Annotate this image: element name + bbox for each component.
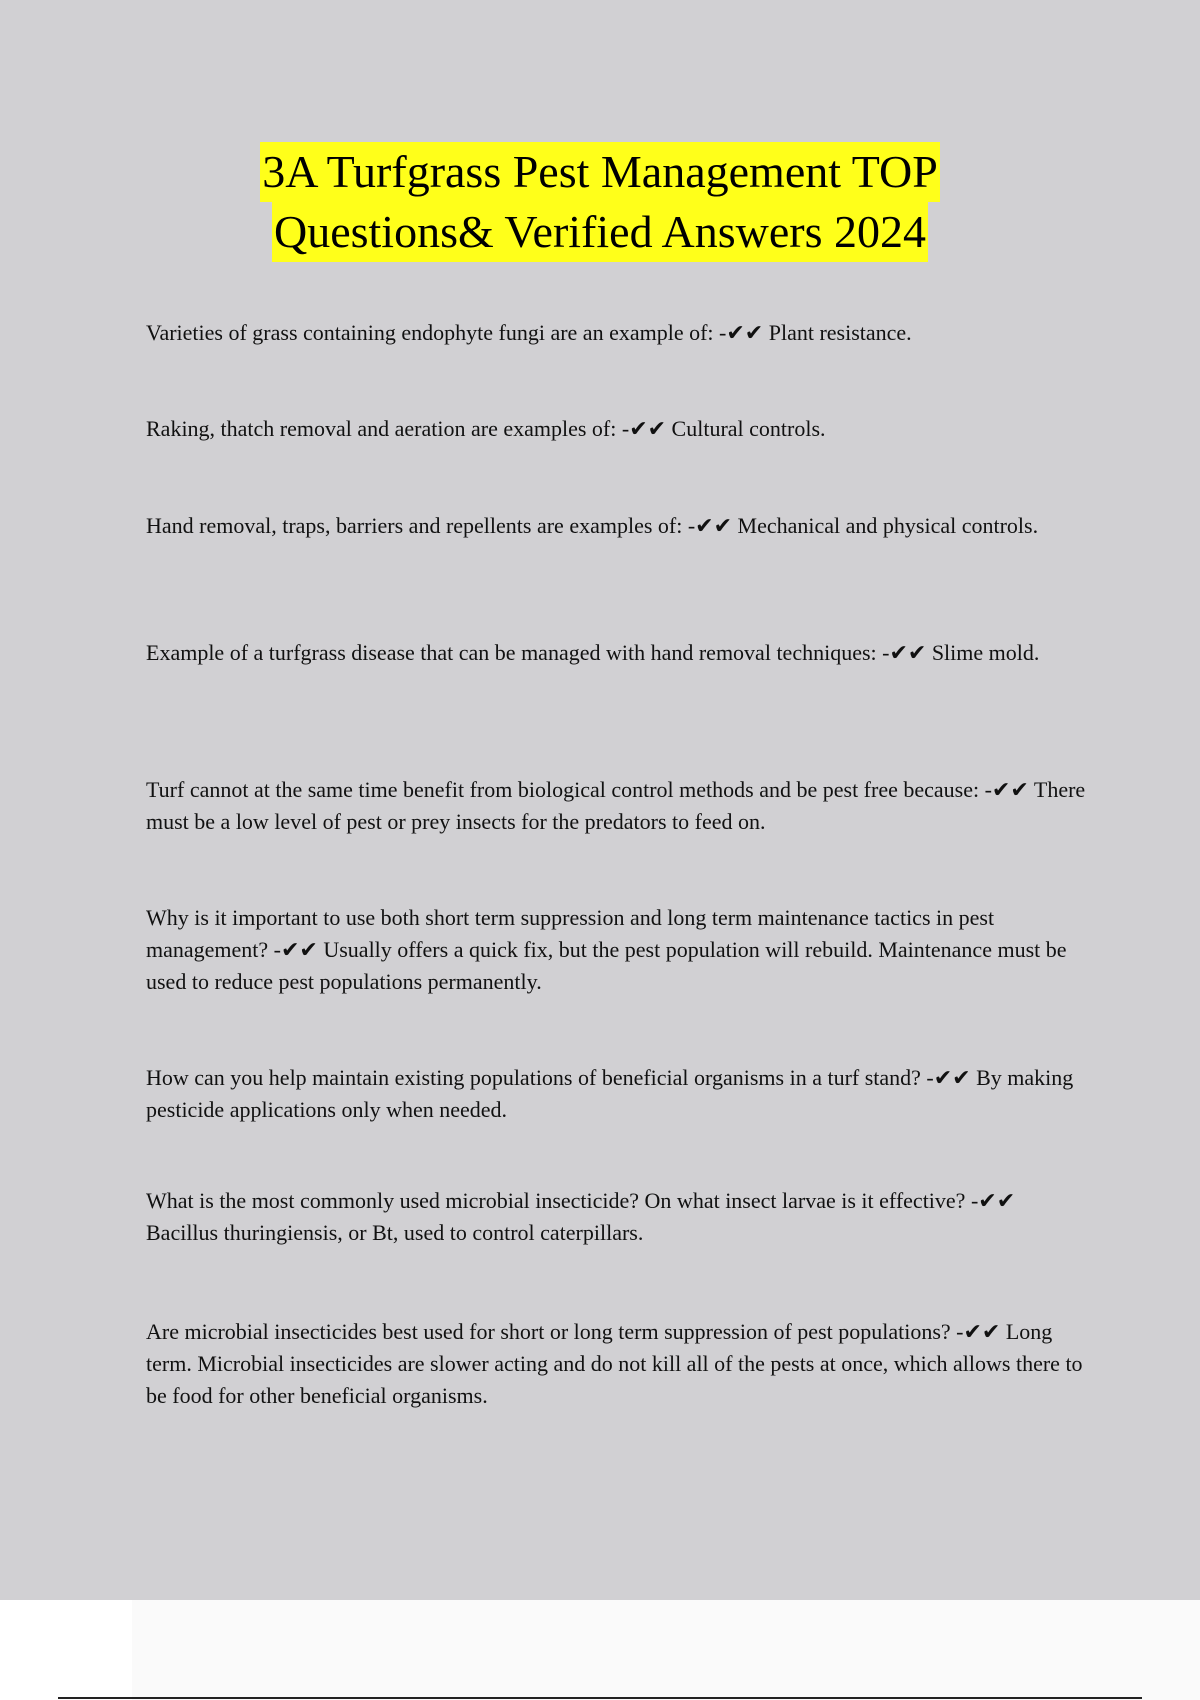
qa-item-3: Hand removal, traps, barriers and repellents are examples of: -✔✔ Mechanical and physical controls. [146, 513, 1039, 538]
qa-item-4: Example of a turfgrass disease that can be managed with hand removal techniques: -✔✔ Slime mold. [146, 640, 1040, 665]
qa-item-7: How can you help maintain existing populations of beneficial organisms in a turf stand? -✔✔ By making pesticide applications only when needed. [146, 1065, 1074, 1122]
qa-item-6: Why is it important to use both short term suppression and long term maintenance tactics in pest management? -✔✔ Usually offers a quick fix, but the pest population will rebuild. Maintenance must be used to reduce pest populations permanently. [146, 905, 1067, 994]
title-line-1: 3A Turfgrass Pest Management TOP [260, 142, 940, 202]
document-title [0, 142, 1200, 262]
qa-item-9: Are microbial insecticides best used for short or long term suppression of pest populations? -✔✔ Long term. Microbial insecticides are slower acting and do not kill all of the pests at once, which allows there to be food for other beneficial organisms. [146, 1319, 1083, 1408]
title-line-2: Questions& Verified Answers 2024 [272, 202, 928, 262]
qa-item-2: Raking, thatch removal and aeration are examples of: -✔✔ Cultural controls. [146, 416, 826, 441]
qa-item-1: Varieties of grass containing endophyte fungi are an example of: -✔✔ Plant resistance. [146, 320, 912, 345]
next-page-area [0, 1600, 1200, 1700]
qa-item-5: Turf cannot at the same time benefit from biological control methods and be pest free because: -✔✔ There must be a low level of pest or prey insects for the predators to feed on. [146, 777, 1086, 834]
qa-item-8: What is the most commonly used microbial insecticide? On what insect larvae is it effective? -✔✔ Bacillus thuringiensis, or Bt, used to control caterpillars. [146, 1188, 1016, 1245]
page-divider [58, 1697, 1142, 1699]
next-page-preview [132, 1600, 1200, 1700]
